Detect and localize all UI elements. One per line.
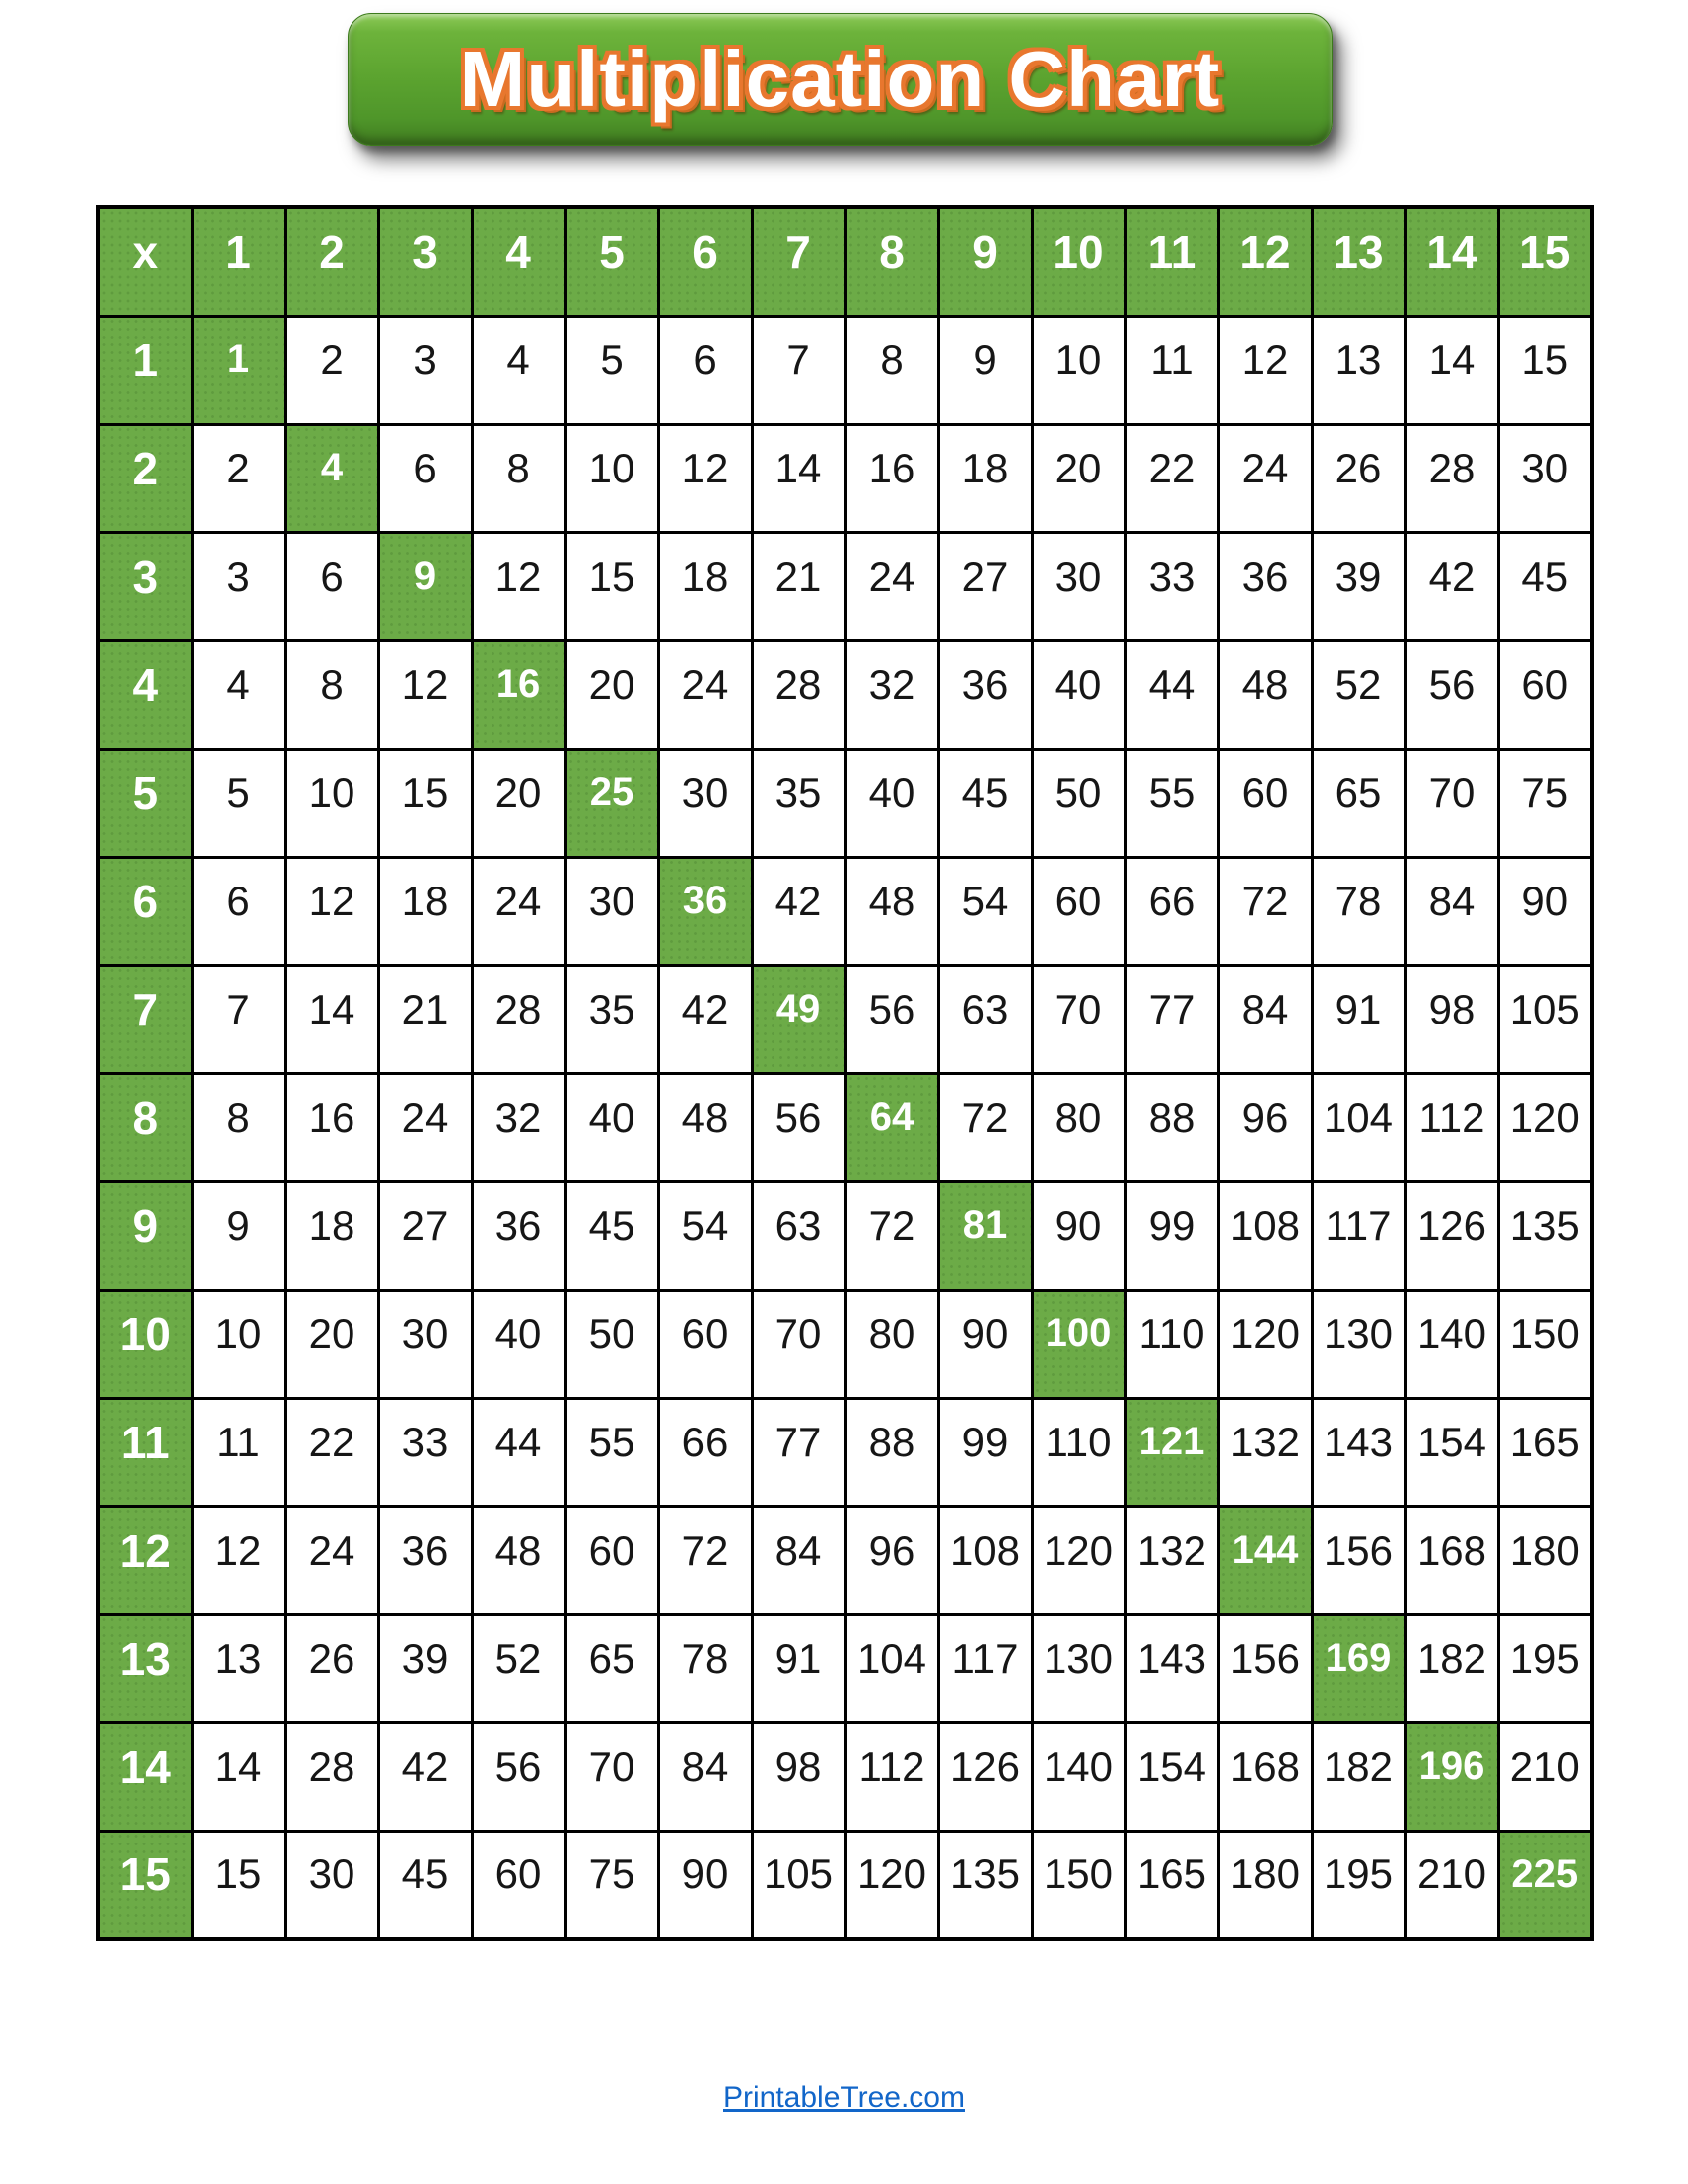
product-cell: 84 (658, 1722, 752, 1831)
product-cell: 117 (938, 1614, 1032, 1722)
product-cell: 70 (1032, 965, 1125, 1073)
row-header-cell: 14 (98, 1722, 192, 1831)
product-cell: 72 (845, 1181, 938, 1290)
product-cell: 40 (565, 1073, 658, 1181)
product-cell: 66 (1125, 857, 1218, 965)
product-cell: 54 (658, 1181, 752, 1290)
product-cell: 33 (1125, 532, 1218, 640)
product-cell: 20 (285, 1290, 378, 1398)
product-cell: 112 (1405, 1073, 1498, 1181)
product-cell: 66 (658, 1398, 752, 1506)
column-header-cell: 12 (1218, 207, 1312, 316)
product-cell: 24 (1218, 424, 1312, 532)
product-cell: 210 (1405, 1831, 1498, 1939)
diagonal-product-cell: 9 (378, 532, 472, 640)
product-cell: 35 (565, 965, 658, 1073)
product-cell: 112 (845, 1722, 938, 1831)
product-cell: 65 (565, 1614, 658, 1722)
product-cell: 15 (192, 1831, 285, 1939)
product-cell: 13 (1312, 316, 1405, 424)
row-header-cell: 2 (98, 424, 192, 532)
diagonal-product-cell: 196 (1405, 1722, 1498, 1831)
diagonal-product-cell: 25 (565, 749, 658, 857)
table-row (98, 1722, 1592, 1831)
product-cell: 70 (565, 1722, 658, 1831)
row-header-cell: 5 (98, 749, 192, 857)
column-header-cell: 2 (285, 207, 378, 316)
product-cell: 56 (472, 1722, 565, 1831)
column-header-cell: 10 (1032, 207, 1125, 316)
product-cell: 6 (192, 857, 285, 965)
product-cell: 20 (1032, 424, 1125, 532)
product-cell: 45 (565, 1181, 658, 1290)
product-cell: 16 (845, 424, 938, 532)
product-cell: 35 (752, 749, 845, 857)
diagonal-product-cell: 16 (472, 640, 565, 749)
product-cell: 140 (1032, 1722, 1125, 1831)
product-cell: 28 (752, 640, 845, 749)
product-cell: 130 (1312, 1290, 1405, 1398)
product-cell: 90 (1498, 857, 1592, 965)
product-cell: 39 (378, 1614, 472, 1722)
product-cell: 150 (1498, 1290, 1592, 1398)
product-cell: 104 (1312, 1073, 1405, 1181)
product-cell: 143 (1312, 1398, 1405, 1506)
product-cell: 77 (1125, 965, 1218, 1073)
table-row (98, 1073, 1592, 1181)
diagonal-product-cell: 64 (845, 1073, 938, 1181)
table-row (98, 965, 1592, 1073)
product-cell: 80 (845, 1290, 938, 1398)
column-header-cell: 6 (658, 207, 752, 316)
product-cell: 42 (658, 965, 752, 1073)
product-cell: 24 (658, 640, 752, 749)
product-cell: 110 (1032, 1398, 1125, 1506)
product-cell: 77 (752, 1398, 845, 1506)
row-header-cell: 10 (98, 1290, 192, 1398)
product-cell: 30 (378, 1290, 472, 1398)
diagonal-product-cell: 1 (192, 316, 285, 424)
product-cell: 20 (472, 749, 565, 857)
product-cell: 42 (378, 1722, 472, 1831)
product-cell: 7 (752, 316, 845, 424)
product-cell: 24 (285, 1506, 378, 1614)
table-row (98, 640, 1592, 749)
product-cell: 22 (285, 1398, 378, 1506)
column-header-cell: 11 (1125, 207, 1218, 316)
product-cell: 84 (1218, 965, 1312, 1073)
product-cell: 60 (565, 1506, 658, 1614)
product-cell: 7 (192, 965, 285, 1073)
product-cell: 117 (1312, 1181, 1405, 1290)
product-cell: 6 (378, 424, 472, 532)
product-cell: 195 (1498, 1614, 1592, 1722)
product-cell: 32 (845, 640, 938, 749)
product-cell: 105 (1498, 965, 1592, 1073)
footer (0, 2081, 1688, 2115)
product-cell: 30 (1498, 424, 1592, 532)
diagonal-product-cell: 49 (752, 965, 845, 1073)
product-cell: 168 (1405, 1506, 1498, 1614)
product-cell: 12 (285, 857, 378, 965)
product-cell: 60 (658, 1290, 752, 1398)
product-cell: 6 (658, 316, 752, 424)
product-cell: 24 (472, 857, 565, 965)
product-cell: 10 (285, 749, 378, 857)
product-cell: 88 (845, 1398, 938, 1506)
column-header-cell: 3 (378, 207, 472, 316)
product-cell: 11 (1125, 316, 1218, 424)
product-cell: 75 (1498, 749, 1592, 857)
row-header-cell: 4 (98, 640, 192, 749)
product-cell: 4 (472, 316, 565, 424)
product-cell: 154 (1405, 1398, 1498, 1506)
product-cell: 14 (285, 965, 378, 1073)
product-cell: 165 (1125, 1831, 1218, 1939)
product-cell: 182 (1405, 1614, 1498, 1722)
product-cell: 70 (752, 1290, 845, 1398)
product-cell: 28 (1405, 424, 1498, 532)
product-cell: 55 (565, 1398, 658, 1506)
product-cell: 40 (1032, 640, 1125, 749)
title-banner (348, 13, 1333, 146)
product-cell: 40 (472, 1290, 565, 1398)
product-cell: 10 (1032, 316, 1125, 424)
product-cell: 48 (658, 1073, 752, 1181)
table-row (98, 532, 1592, 640)
row-header-cell: 3 (98, 532, 192, 640)
column-header-cell: 8 (845, 207, 938, 316)
row-header-cell: 9 (98, 1181, 192, 1290)
product-cell: 140 (1405, 1290, 1498, 1398)
product-cell: 18 (938, 424, 1032, 532)
product-cell: 98 (752, 1722, 845, 1831)
diagonal-product-cell: 144 (1218, 1506, 1312, 1614)
product-cell: 6 (285, 532, 378, 640)
product-cell: 132 (1125, 1506, 1218, 1614)
table-row (98, 749, 1592, 857)
product-cell: 75 (565, 1831, 658, 1939)
product-cell: 56 (752, 1073, 845, 1181)
row-header-cell: 13 (98, 1614, 192, 1722)
product-cell: 55 (1125, 749, 1218, 857)
product-cell: 88 (1125, 1073, 1218, 1181)
product-cell: 33 (378, 1398, 472, 1506)
column-header-cell: 13 (1312, 207, 1405, 316)
product-cell: 156 (1312, 1506, 1405, 1614)
product-cell: 210 (1498, 1722, 1592, 1831)
product-cell: 3 (378, 316, 472, 424)
product-cell: 52 (472, 1614, 565, 1722)
product-cell: 50 (1032, 749, 1125, 857)
product-cell: 2 (285, 316, 378, 424)
product-cell: 96 (1218, 1073, 1312, 1181)
product-cell: 36 (938, 640, 1032, 749)
product-cell: 45 (938, 749, 1032, 857)
product-cell: 84 (1405, 857, 1498, 965)
diagonal-product-cell: 121 (1125, 1398, 1218, 1506)
product-cell: 28 (285, 1722, 378, 1831)
product-cell: 78 (658, 1614, 752, 1722)
product-cell: 12 (472, 532, 565, 640)
product-cell: 50 (565, 1290, 658, 1398)
diagonal-product-cell: 169 (1312, 1614, 1405, 1722)
product-cell: 12 (658, 424, 752, 532)
row-header-cell: 6 (98, 857, 192, 965)
product-cell: 135 (1498, 1181, 1592, 1290)
product-cell: 14 (1405, 316, 1498, 424)
product-cell: 130 (1032, 1614, 1125, 1722)
product-cell: 60 (1218, 749, 1312, 857)
table-row (98, 1181, 1592, 1290)
product-cell: 5 (192, 749, 285, 857)
product-cell: 154 (1125, 1722, 1218, 1831)
row-header-cell: 8 (98, 1073, 192, 1181)
diagonal-product-cell: 225 (1498, 1831, 1592, 1939)
product-cell: 39 (1312, 532, 1405, 640)
product-cell: 63 (752, 1181, 845, 1290)
product-cell: 24 (845, 532, 938, 640)
product-cell: 60 (472, 1831, 565, 1939)
table-row (98, 1398, 1592, 1506)
table-row (98, 857, 1592, 965)
product-cell: 99 (938, 1398, 1032, 1506)
product-cell: 54 (938, 857, 1032, 965)
product-cell: 56 (845, 965, 938, 1073)
row-header-cell: 1 (98, 316, 192, 424)
row-header-cell: 12 (98, 1506, 192, 1614)
product-cell: 2 (192, 424, 285, 532)
product-cell: 60 (1498, 640, 1592, 749)
product-cell: 48 (845, 857, 938, 965)
table-row (98, 1831, 1592, 1939)
product-cell: 120 (1498, 1073, 1592, 1181)
product-cell: 32 (472, 1073, 565, 1181)
product-cell: 40 (845, 749, 938, 857)
product-cell: 5 (565, 316, 658, 424)
product-cell: 21 (378, 965, 472, 1073)
multiplication-table (96, 205, 1594, 1941)
product-cell: 18 (658, 532, 752, 640)
product-cell: 22 (1125, 424, 1218, 532)
product-cell: 99 (1125, 1181, 1218, 1290)
product-cell: 72 (1218, 857, 1312, 965)
product-cell: 30 (285, 1831, 378, 1939)
product-cell: 60 (1032, 857, 1125, 965)
product-cell: 15 (1498, 316, 1592, 424)
table-row (98, 424, 1592, 532)
product-cell: 8 (472, 424, 565, 532)
product-cell: 72 (938, 1073, 1032, 1181)
row-header-cell: 7 (98, 965, 192, 1073)
diagonal-product-cell: 36 (658, 857, 752, 965)
header-row (98, 207, 1592, 316)
product-cell: 30 (565, 857, 658, 965)
product-cell: 165 (1498, 1398, 1592, 1506)
table-body (98, 207, 1592, 1939)
product-cell: 9 (192, 1181, 285, 1290)
product-cell: 4 (192, 640, 285, 749)
product-cell: 8 (192, 1073, 285, 1181)
product-cell: 80 (1032, 1073, 1125, 1181)
product-cell: 132 (1218, 1398, 1312, 1506)
product-cell: 90 (938, 1290, 1032, 1398)
product-cell: 26 (285, 1614, 378, 1722)
product-cell: 48 (472, 1506, 565, 1614)
product-cell: 108 (938, 1506, 1032, 1614)
product-cell: 120 (845, 1831, 938, 1939)
product-cell: 12 (378, 640, 472, 749)
product-cell: 110 (1125, 1290, 1218, 1398)
product-cell: 52 (1312, 640, 1405, 749)
table-row (98, 1614, 1592, 1722)
product-cell: 11 (192, 1398, 285, 1506)
product-cell: 195 (1312, 1831, 1405, 1939)
product-cell: 156 (1218, 1614, 1312, 1722)
product-cell: 36 (378, 1506, 472, 1614)
product-cell: 42 (752, 857, 845, 965)
product-cell: 104 (845, 1614, 938, 1722)
row-header-cell: 11 (98, 1398, 192, 1506)
product-cell: 65 (1312, 749, 1405, 857)
product-cell: 182 (1312, 1722, 1405, 1831)
product-cell: 12 (192, 1506, 285, 1614)
product-cell: 45 (1498, 532, 1592, 640)
product-cell: 8 (285, 640, 378, 749)
product-cell: 14 (192, 1722, 285, 1831)
product-cell: 96 (845, 1506, 938, 1614)
page-title: Multiplication Chart (459, 35, 1221, 123)
product-cell: 21 (752, 532, 845, 640)
product-cell: 42 (1405, 532, 1498, 640)
product-cell: 44 (472, 1398, 565, 1506)
product-cell: 56 (1405, 640, 1498, 749)
table-row (98, 1506, 1592, 1614)
corner-cell: x (98, 207, 192, 316)
product-cell: 36 (1218, 532, 1312, 640)
row-header-cell: 15 (98, 1831, 192, 1939)
column-header-cell: 15 (1498, 207, 1592, 316)
product-cell: 28 (472, 965, 565, 1073)
diagonal-product-cell: 81 (938, 1181, 1032, 1290)
product-cell: 10 (192, 1290, 285, 1398)
table-row (98, 316, 1592, 424)
product-cell: 12 (1218, 316, 1312, 424)
product-cell: 84 (752, 1506, 845, 1614)
product-cell: 180 (1218, 1831, 1312, 1939)
product-cell: 8 (845, 316, 938, 424)
product-cell: 143 (1125, 1614, 1218, 1722)
product-cell: 150 (1032, 1831, 1125, 1939)
product-cell: 108 (1218, 1181, 1312, 1290)
column-header-cell: 5 (565, 207, 658, 316)
product-cell: 9 (938, 316, 1032, 424)
product-cell: 18 (285, 1181, 378, 1290)
product-cell: 10 (565, 424, 658, 532)
product-cell: 15 (378, 749, 472, 857)
diagonal-product-cell: 100 (1032, 1290, 1125, 1398)
product-cell: 18 (378, 857, 472, 965)
printabletree-link[interactable]: PrintableTree.com (723, 2081, 965, 2114)
product-cell: 20 (565, 640, 658, 749)
product-cell: 120 (1032, 1506, 1125, 1614)
product-cell: 98 (1405, 965, 1498, 1073)
product-cell: 126 (938, 1722, 1032, 1831)
product-cell: 24 (378, 1073, 472, 1181)
product-cell: 44 (1125, 640, 1218, 749)
product-cell: 3 (192, 532, 285, 640)
product-cell: 78 (1312, 857, 1405, 965)
product-cell: 13 (192, 1614, 285, 1722)
column-header-cell: 4 (472, 207, 565, 316)
column-header-cell: 7 (752, 207, 845, 316)
product-cell: 30 (1032, 532, 1125, 640)
product-cell: 70 (1405, 749, 1498, 857)
product-cell: 30 (658, 749, 752, 857)
product-cell: 45 (378, 1831, 472, 1939)
product-cell: 26 (1312, 424, 1405, 532)
column-header-cell: 14 (1405, 207, 1498, 316)
product-cell: 16 (285, 1073, 378, 1181)
product-cell: 72 (658, 1506, 752, 1614)
product-cell: 15 (565, 532, 658, 640)
product-cell: 135 (938, 1831, 1032, 1939)
product-cell: 48 (1218, 640, 1312, 749)
product-cell: 105 (752, 1831, 845, 1939)
product-cell: 180 (1498, 1506, 1592, 1614)
diagonal-product-cell: 4 (285, 424, 378, 532)
product-cell: 63 (938, 965, 1032, 1073)
product-cell: 27 (378, 1181, 472, 1290)
product-cell: 27 (938, 532, 1032, 640)
column-header-cell: 1 (192, 207, 285, 316)
product-cell: 36 (472, 1181, 565, 1290)
product-cell: 120 (1218, 1290, 1312, 1398)
product-cell: 126 (1405, 1181, 1498, 1290)
product-cell: 91 (752, 1614, 845, 1722)
product-cell: 91 (1312, 965, 1405, 1073)
product-cell: 90 (1032, 1181, 1125, 1290)
product-cell: 168 (1218, 1722, 1312, 1831)
table-row (98, 1290, 1592, 1398)
column-header-cell: 9 (938, 207, 1032, 316)
product-cell: 90 (658, 1831, 752, 1939)
product-cell: 14 (752, 424, 845, 532)
